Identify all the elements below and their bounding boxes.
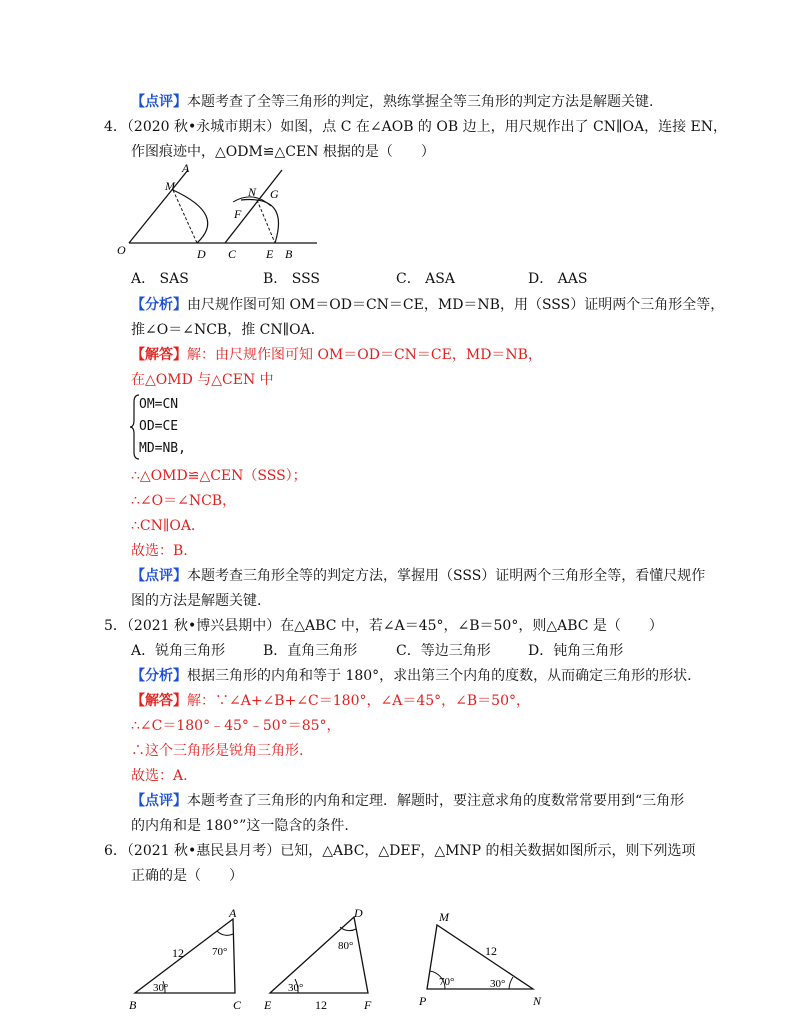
question-stem: 已知，△ABC，△DEF，△MNP 的相关数据如图所示，则下列选项 [280, 843, 696, 859]
label-b: B [285, 247, 293, 261]
label-d: D [197, 247, 206, 261]
angle-b-label: 30° [153, 982, 169, 994]
triangle-mnp [415, 905, 555, 1015]
q4-analysis-line1: 【分析】由尺规作图可知 OM＝OD＝CN＝CE，MD＝NB，用（SSS）证明两个三角形全等， [131, 297, 725, 313]
angle-a-label: 70° [212, 946, 228, 958]
q5-answer-line2: ∴∠C＝180°﹣45°﹣50°＝85°， [131, 718, 341, 734]
q4-answer-line3: ∴△OMD≌△CEN（SSS）； [131, 468, 307, 484]
q5-stem [104, 616, 663, 636]
side-mn-label: 12 [485, 944, 497, 958]
question-source: （2020 秋•永城市期末） [126, 119, 281, 135]
angle-d-label: 80° [338, 940, 354, 952]
label-g: G [270, 187, 279, 201]
angle-n-label: 30° [490, 978, 506, 990]
q4-answer-line6: 故选：B. [131, 543, 188, 559]
label-c: C [228, 247, 237, 261]
equation-line1: OM=CN [139, 397, 179, 412]
q6-stem-line1 [104, 841, 696, 861]
triangle-abc [125, 905, 255, 1015]
q4-answer-line1: 【解答】解：由尺规作图可知 OM＝OD＝CN＝CE，MD＝NB， [131, 347, 542, 363]
q4-stem-line1 [104, 117, 727, 137]
ray-oa [129, 170, 188, 243]
answer-tag: 【解答】 [131, 347, 187, 363]
vertex-e: E [264, 998, 272, 1012]
side-ef-label: 12 [315, 998, 327, 1012]
vertex-p: P [419, 994, 427, 1008]
q5-analysis: 【分析】根据三角形的内角和等于 180°，求出第三个内角的度数，从而确定三角形的形状. [131, 668, 692, 684]
option-c[interactable]: C． ASA [396, 271, 455, 287]
q5-comment-line1: 【点评】本题考查了三角形的内角和定理．解题时，要注意求角的度数常常要用到“三角形 [131, 793, 685, 809]
q4-answer-line5: ∴CN∥OA. [131, 518, 196, 534]
q5-comment-line2: 的内角和是 180°”这一隐含的条件. [131, 818, 349, 834]
q5-answer-line3: ∴这个三角形是锐角三角形. [131, 743, 304, 759]
label-a: A [182, 161, 190, 175]
option-c[interactable]: C．等边三角形 [396, 643, 491, 659]
question-number: 5． [104, 618, 127, 634]
comment-tag: 【点评】 [131, 793, 187, 809]
q4-answer-line2: 在△OMD 与△CEN 中 [131, 372, 274, 388]
angle-e-label: 30° [288, 982, 304, 994]
triangle-def [260, 905, 390, 1015]
option-b[interactable]: B．直角三角形 [263, 643, 358, 659]
angle-p-label: 70° [439, 976, 455, 988]
q3-comment: 【点评】本题考查了全等三角形的判定，熟练掌握全等三角形的判定方法是解题关键. [131, 94, 654, 110]
answer-tag: 【解答】 [131, 693, 187, 709]
option-a[interactable]: A．锐角三角形 [131, 643, 226, 659]
option-d[interactable]: D．钝角三角形 [528, 643, 624, 659]
label-n: N [248, 185, 257, 199]
question-stem: 在△ABC 中，若∠A＝45°，∠B＝50°，则△ABC 是（ ） [280, 618, 663, 634]
option-a[interactable]: A． SAS [131, 271, 189, 287]
question-number: 6． [104, 843, 127, 859]
label-m: M [165, 179, 175, 193]
question-source: （2021 秋•惠民县月考） [126, 843, 281, 859]
label-e: E [266, 247, 274, 261]
label-f: F [234, 207, 242, 221]
analysis-tag: 【分析】 [131, 297, 187, 313]
q4-answer-line4: ∴∠O＝∠NCB， [131, 493, 237, 509]
q4-comment-line2: 图的方法是解题关键. [131, 593, 262, 609]
question-number: 4． [104, 119, 127, 135]
q5-answer-line4: 故选：A. [131, 768, 188, 784]
question-stem: 如图，点 C 在∠AOB 的 OB 边上，用尺规作出了 CN∥OA，连接 EN， [280, 119, 727, 135]
equation-line3: MD=NB, [139, 441, 186, 456]
vertex-a: A [229, 906, 237, 920]
question-source: （2021 秋•博兴县期中） [126, 618, 281, 634]
option-d[interactable]: D． AAS [528, 271, 588, 287]
label-o: O [117, 243, 126, 257]
vertex-f: F [364, 998, 372, 1012]
analysis-tag: 【分析】 [131, 668, 187, 684]
vertex-d: D [354, 906, 363, 920]
vertex-b: B [129, 998, 137, 1012]
equation-line2: OD=CE [139, 419, 179, 434]
option-b[interactable]: B． SSS [263, 271, 321, 287]
comment-tag: 【点评】 [131, 568, 187, 584]
vertex-c: C [233, 998, 242, 1012]
segment-md [173, 190, 197, 243]
vertex-n: N [533, 994, 542, 1008]
q6-stem-line2: 正确的是（ ） [131, 868, 243, 884]
comment-tag: 【点评】 [131, 94, 187, 110]
q4-comment-line1: 【点评】本题考查三角形全等的判定方法，掌握用（SSS）证明两个三角形全等，看懂尺规作 [131, 568, 706, 584]
vertex-m: M [439, 910, 449, 924]
arc-md [173, 190, 208, 243]
q5-answer-line1: 【解答】解：∵∠A+∠B+∠C＝180°，∠A＝45°，∠B＝50°， [131, 693, 530, 709]
q4-analysis-line2: 推∠O＝∠NCB，推 CN∥OA. [131, 322, 316, 338]
side-ab-label: 12 [172, 946, 184, 960]
q4-figure [115, 160, 330, 265]
q4-stem-line2: 作图痕迹中，△ODM≌△CEN 根据的是（ ） [131, 144, 435, 160]
